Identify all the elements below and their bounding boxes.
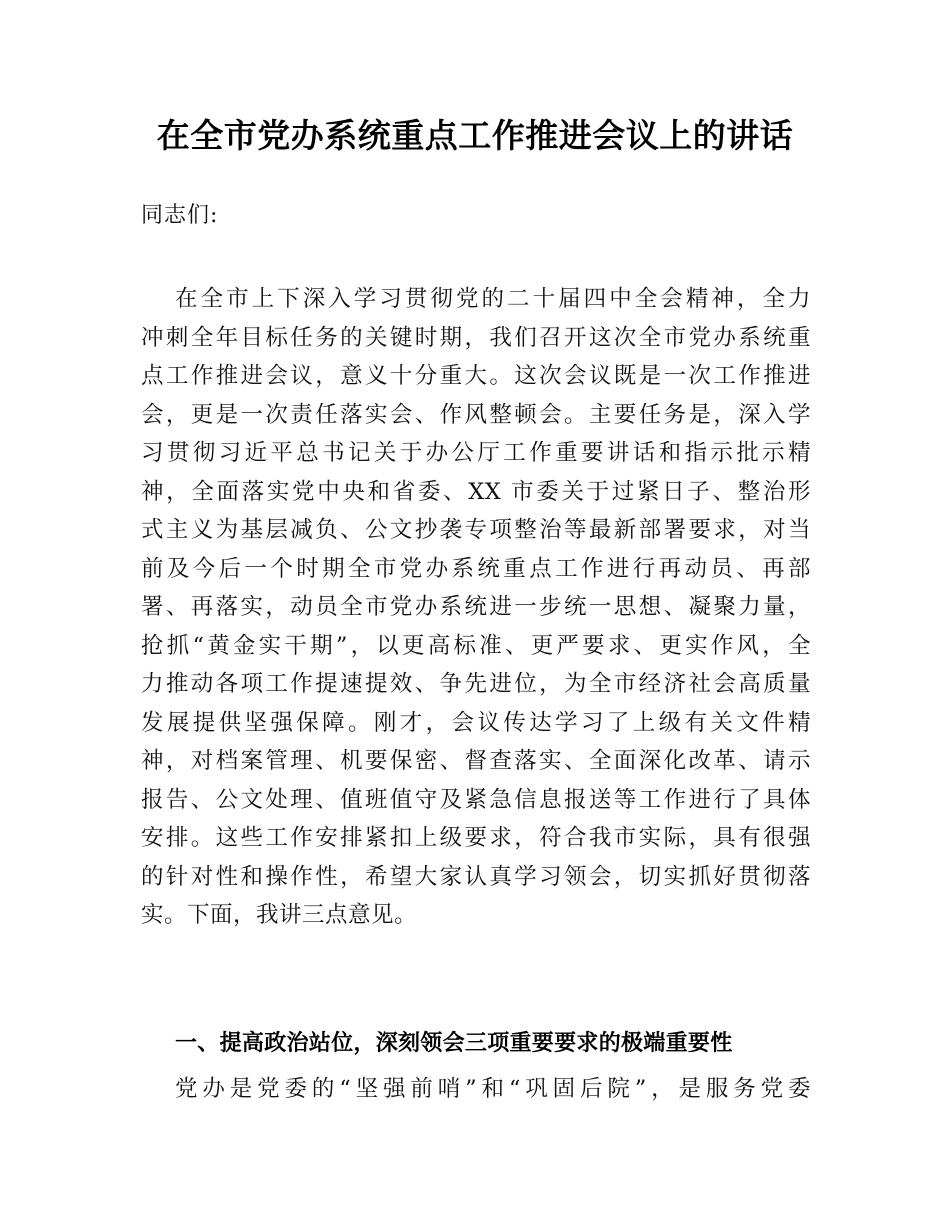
paragraph-line: 神，全面落实党中央和省委、XX 市委关于过紧日子、整治形 (141, 478, 811, 505)
body-paragraph (141, 1070, 811, 1109)
paragraph-line: 式主义为基层减负、公文抄袭专项整治等最新部署要求，对当 (141, 517, 811, 543)
paragraph-line: 党办是党委的“坚强前哨”和“巩固后院”，是服务党委 (175, 1076, 811, 1102)
paragraph-line: 发展提供坚强保障。刚才，会议传达学习了上级有关文件精 (141, 709, 811, 736)
paragraph-line: 会，更是一次责任落实会、作风整顿会。主要任务是，深入学 (141, 401, 811, 428)
paragraph-line: 抢抓“黄金实干期”，以更高标准、更严要求、更实作风，全 (141, 632, 811, 659)
paragraph-line: 安排。这些工作安排紧扣上级要求，符合我市实际，具有很强 (141, 825, 811, 851)
paragraph-line: 在全市上下深入学习贯彻党的二十届四中全会精神，全力 (175, 286, 811, 312)
salutation: 同志们: (141, 203, 219, 228)
paragraph-line: 神，对档案管理、机要保密、督查落实、全面深化改革、请示 (141, 748, 811, 774)
paragraph-line: 前及今后一个时期全市党办系统重点工作进行再动员、再部 (141, 555, 811, 582)
paragraph-line: 习贯彻习近平总书记关于办公厅工作重要讲话和指示批示精 (141, 440, 811, 466)
paragraph-line: 点工作推进会议，意义十分重大。这次会议既是一次工作推进 (141, 363, 811, 389)
section-heading: 一、提高政治站位，深刻领会三项重要要求的极端重要性 (175, 1031, 733, 1056)
paragraph-line: 报告、公文处理、值班值守及紧急信息报送等工作进行了具体 (141, 786, 811, 813)
document-title: 在全市党办系统重点工作推进会议上的讲话 (156, 116, 794, 155)
paragraph-line: 的针对性和操作性，希望大家认真学习领会，切实抓好贯彻落 (141, 863, 811, 890)
paragraph-line: 力推动各项工作提速提效、争先进位，为全市经济社会高质量 (141, 671, 811, 697)
paragraph-line: 实。下面，我讲三点意见。 (141, 902, 418, 928)
paragraph-line: 署、再落实，动员全市党办系统进一步统一思想、凝聚力量， (141, 594, 811, 620)
body-paragraph (141, 280, 811, 935)
paragraph-line: 冲刺全年目标任务的关键时期，我们召开这次全市党办系统重 (141, 324, 811, 351)
